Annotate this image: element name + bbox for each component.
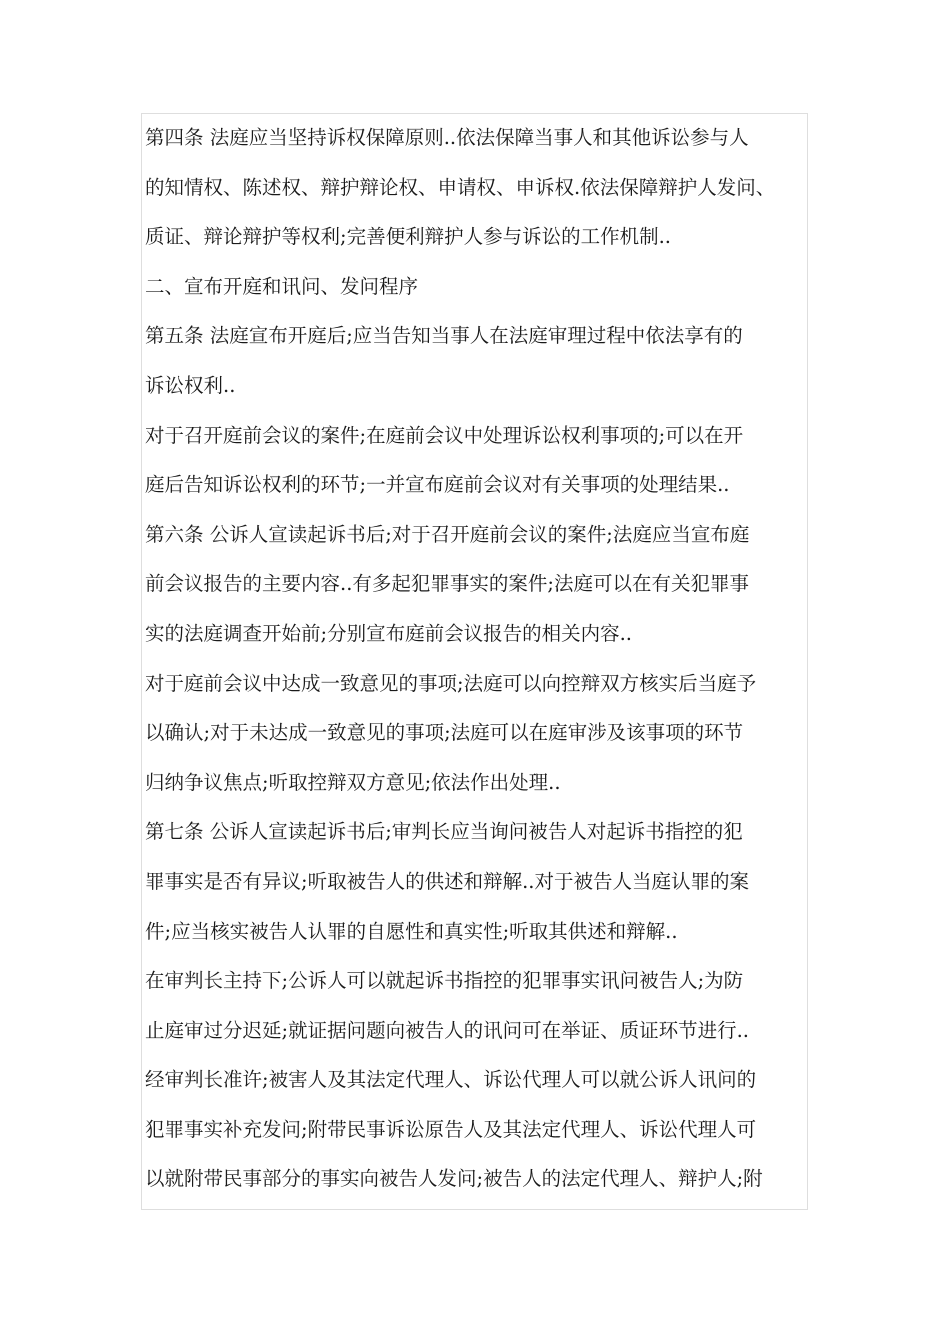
text-line: 在审判长主持下;公诉人可以就起诉书指控的犯罪事实讯问被告人;为防 (145, 969, 744, 993)
text-line: 第七条 公诉人宣读起诉书后;审判长应当询问被告人对起诉书指控的犯 (145, 820, 743, 844)
text-line: 罪事实是否有异议;听取被告人的供述和辩解..对于被告人当庭认罪的案 (145, 869, 749, 893)
text-line: 实的法庭调查开始前;分别宣布庭前会议报告的相关内容.. (145, 621, 632, 645)
text-line: 前会议报告的主要内容..有多起犯罪事实的案件;法庭可以在有关犯罪事 (145, 572, 749, 596)
document-body (145, 113, 807, 1204)
text-line: 诉讼权利.. (145, 373, 236, 397)
paragraph-pretrial-rights (145, 411, 807, 510)
paragraph-prosecutor-questioning (145, 956, 807, 1055)
text-line: 第六条 公诉人宣读起诉书后;对于召开庭前会议的案件;法庭应当宣布庭 (145, 522, 750, 546)
text-line: 以就附带民事部分的事实向被告人发问;被告人的法定代理人、辩护人;附 (145, 1167, 763, 1191)
text-line: 庭后告知诉讼权利的环节;一并宣布庭前会议对有关事项的处理结果.. (145, 473, 730, 497)
paragraph-article-4 (145, 113, 807, 262)
paragraph-article-7 (145, 807, 807, 956)
section-heading (145, 262, 807, 312)
text-line: 质证、辩论辩护等权利;完善便利辩护人参与诉讼的工作机制.. (145, 225, 671, 249)
text-line: 止庭审过分迟延;就证据问题向被告人的讯问可在举证、质证环节进行.. (145, 1018, 749, 1042)
text-line: 对于召开庭前会议的案件;在庭前会议中处理诉讼权利事项的;可以在开 (145, 423, 744, 447)
text-line: 以确认;对于未达成一致意见的事项;法庭可以在庭审涉及该事项的环节 (145, 721, 744, 745)
text-line: 二、宣布开庭和讯问、发问程序 (145, 274, 419, 298)
text-line: 对于庭前会议中达成一致意见的事项;法庭可以向控辩双方核实后当庭予 (145, 671, 757, 695)
text-line: 第五条 法庭宣布开庭后;应当告知当事人在法庭审理过程中依法享有的 (145, 324, 743, 348)
text-line: 犯罪事实补充发问;附带民事诉讼原告人及其法定代理人、诉讼代理人可 (145, 1117, 757, 1141)
text-line: 件;应当核实被告人认罪的自愿性和真实性;听取其供述和辩解.. (145, 919, 678, 943)
paragraph-pretrial-agreement (145, 659, 807, 808)
text-line: 的知情权、陈述权、辩护辩论权、申请权、申诉权.依法保障辩护人发问、 (145, 175, 776, 199)
paragraph-article-6 (145, 510, 807, 659)
text-line: 经审判长准许;被害人及其法定代理人、诉讼代理人可以就公诉人讯问的 (145, 1068, 757, 1092)
paragraph-article-5 (145, 311, 807, 410)
text-line: 归纳争议焦点;听取控辩双方意见;依法作出处理.. (145, 770, 561, 794)
paragraph-supplementary-questioning (145, 1055, 807, 1204)
text-line: 第四条 法庭应当坚持诉权保障原则..依法保障当事人和其他诉讼参与人 (145, 126, 749, 149)
